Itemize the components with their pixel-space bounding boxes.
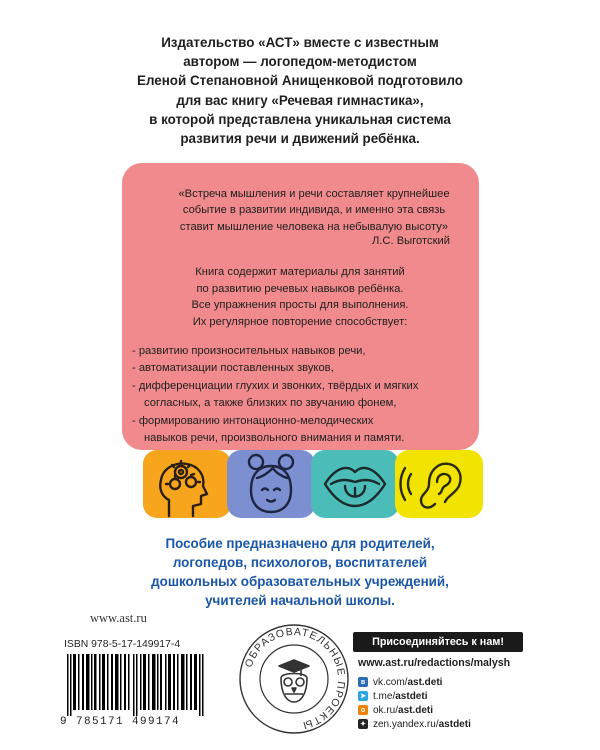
- owl-icon: [279, 660, 309, 702]
- intro-line: Издательство «АСТ» вместе с известным: [161, 35, 439, 50]
- list-item: - формированию интонационно-мелодических: [132, 414, 374, 427]
- intro-text: [60, 33, 540, 148]
- isbn: ISBN 978-5-17-149917-4: [64, 639, 181, 650]
- join-us-banner: Присоединяйтесь к нам!: [353, 632, 523, 652]
- audience-line: логопедов, психологов, воспитателей: [172, 555, 428, 570]
- social-handle: astdeti: [438, 718, 471, 730]
- benefits-list: [132, 343, 477, 447]
- list-item: согласных, а также близких по звучанию фонем,: [144, 397, 397, 410]
- quote-line: ставит мышление человека на небывалую высоту»: [179, 220, 449, 233]
- social-prefix: t.me/: [373, 690, 396, 702]
- head-gears-icon: [143, 450, 231, 518]
- quote-line: событие в развитии индивида, и именно эта связь: [182, 204, 446, 217]
- svg-text:ОБРАЗОВАТЕЛЬНЫЕ ПРОЕКТЫ: [243, 626, 347, 731]
- quote: [154, 186, 474, 235]
- intro-line: в которой представлена уникальная система: [149, 111, 451, 127]
- ear-sound-icon: [395, 450, 483, 518]
- educational-projects-seal: [235, 620, 353, 738]
- intro-line: Еленой Степановной Анищенковой подготовило: [137, 73, 463, 89]
- intro-line: развития речи и движений ребёнка.: [180, 131, 420, 147]
- barcode-digits: 9 785171 499174: [60, 716, 181, 728]
- audience-line: дошкольных образовательных учреждений,: [151, 574, 449, 589]
- social-link-zen[interactable]: [358, 717, 538, 731]
- seal-text: ОБРАЗОВАТЕЛЬНЫЕ ПРОЕКТЫ: [242, 625, 348, 732]
- redaction-website[interactable]: www.ast.ru/redactions/malysh: [358, 657, 511, 669]
- quote-author: Л.С. Выготский: [371, 235, 450, 247]
- description-line: по развитию речевых навыков ребёнка.: [196, 282, 404, 295]
- description: [140, 264, 460, 330]
- list-item: навыков речи, произвольного внимания и памяти.: [144, 432, 405, 445]
- social-handle: ast.deti: [398, 704, 434, 716]
- description-line: Все упражнения просты для выполнения.: [191, 299, 409, 312]
- intro-line: для вас книгу «Речевая гимнастика»,: [176, 92, 424, 108]
- social-handle: ast.deti: [407, 676, 443, 688]
- list-item: - развитию произносительных навыков речи,: [132, 345, 366, 357]
- zen-icon: ✦: [358, 719, 368, 729]
- social-links: [358, 675, 538, 731]
- description-line: Книга содержит материалы для занятий: [195, 266, 405, 278]
- list-item: - дифференциации глухих и звонких, твёрдых и мягких: [132, 379, 419, 392]
- social-prefix: zen.yandex.ru/: [373, 718, 439, 730]
- audience-line: Пособие предназначено для родителей,: [165, 536, 435, 551]
- audience-line: учителей начальной школы.: [205, 593, 395, 608]
- audience-text: [130, 534, 470, 610]
- social-prefix: ok.ru/: [373, 704, 399, 716]
- publisher-website[interactable]: www.ast.ru: [90, 611, 147, 625]
- social-link-telegram[interactable]: [358, 689, 538, 703]
- list-item: - автоматизации поставленных звуков,: [132, 362, 334, 375]
- girl-face-icon: [227, 450, 315, 518]
- social-link-vk[interactable]: [358, 675, 538, 689]
- social-prefix: vk.com/: [373, 676, 408, 688]
- social-link-ok[interactable]: [358, 703, 538, 717]
- quote-line: «Встреча мышления и речи составляет крупнейшее: [178, 188, 450, 200]
- telegram-icon: ➤: [358, 691, 368, 701]
- description-line: Их регулярное повторение способствует:: [192, 315, 408, 328]
- barcode: [63, 654, 213, 716]
- mouth-tongue-icon: [311, 450, 399, 518]
- social-handle: astdeti: [395, 690, 428, 702]
- odnoklassniki-icon: о: [358, 705, 368, 715]
- vk-icon: в: [358, 677, 368, 687]
- intro-line: автором — логопедом-методистом: [183, 54, 417, 70]
